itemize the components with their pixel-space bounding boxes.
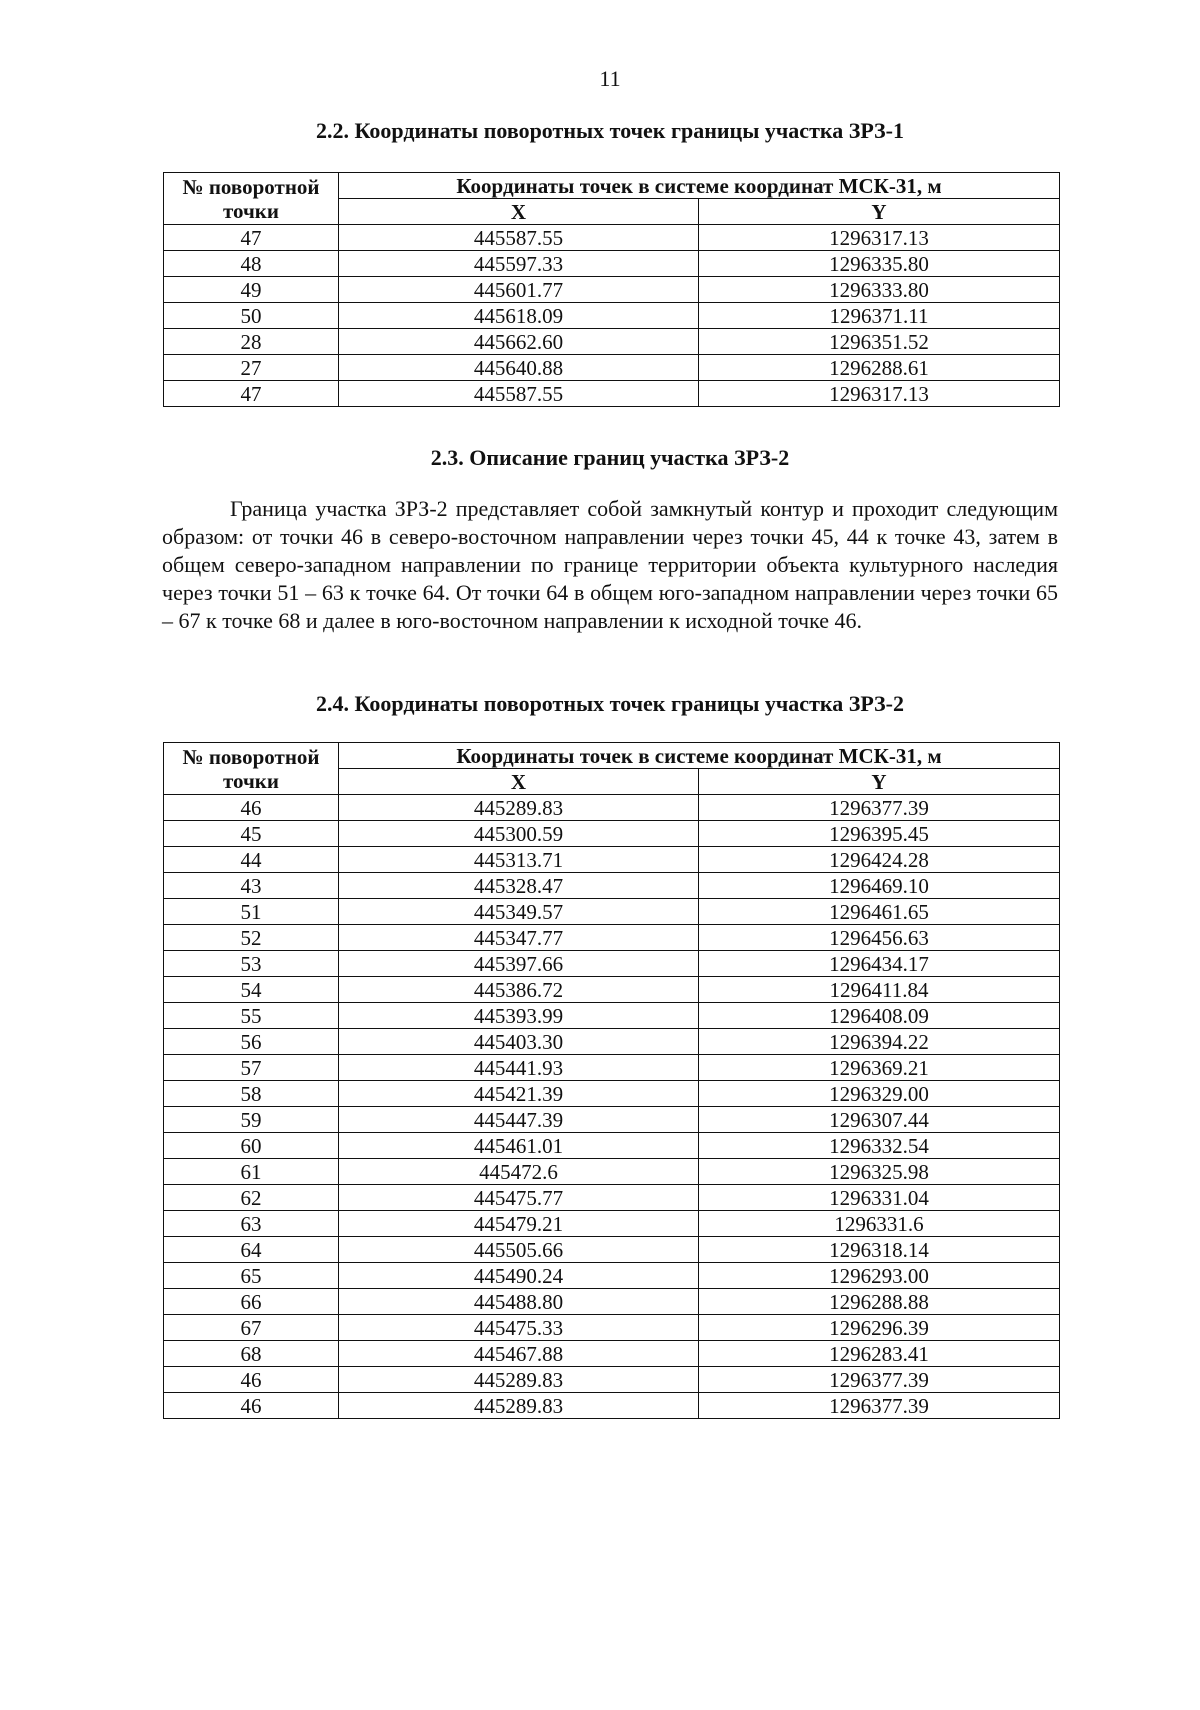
point-number: 53 (164, 951, 339, 977)
x-coordinate: 445587.55 (339, 225, 699, 251)
point-number: 43 (164, 873, 339, 899)
section-2-4-title: 2.4. Координаты поворотных точек границы участка ЗРЗ-2 (316, 691, 904, 716)
x-coordinate: 445587.55 (339, 381, 699, 407)
x-coordinate: 445488.80 (339, 1289, 699, 1315)
point-number: 48 (164, 251, 339, 277)
point-number: 47 (164, 225, 339, 251)
y-coordinate: 1296411.84 (699, 977, 1060, 1003)
y-coordinate: 1296377.39 (699, 1367, 1060, 1393)
x-coordinate: 445441.93 (339, 1055, 699, 1081)
x-coordinate: 445397.66 (339, 951, 699, 977)
point-number: 57 (164, 1055, 339, 1081)
y-coordinate: 1296461.65 (699, 899, 1060, 925)
x-coordinate: 445347.77 (339, 925, 699, 951)
point-number: 28 (164, 329, 339, 355)
y-coordinate: 1296377.39 (699, 1393, 1060, 1419)
x-coordinate: 445475.33 (339, 1315, 699, 1341)
x-coordinate: 445662.60 (339, 329, 699, 355)
x-coordinate: 445289.83 (339, 795, 699, 821)
x-coordinate: 445349.57 (339, 899, 699, 925)
point-number: 46 (164, 1393, 339, 1419)
boundary-description: Граница участка ЗРЗ-2 представляет собой замкнутый контур и проходит следующим образом: от точки 46 в северо-восточном направлении через точки 45, 44 к точке 43, затем в общем северо-западном направлении по границе территории объекта культурного наследия через точки 51 – 63 к точке 64. От точки 64 в общем юго-западном направлении через точки 65 – 67 к точке 68 и далее в юго-восточном направлении к исходной точке 46. (162, 496, 1058, 633)
x-coordinate: 445393.99 (339, 1003, 699, 1029)
table-row (164, 925, 1060, 951)
header-coords: Координаты точек в системе координат МСК-31, м (339, 173, 1060, 199)
point-number: 46 (164, 795, 339, 821)
table-row (164, 1003, 1060, 1029)
x-coordinate: 445601.77 (339, 277, 699, 303)
point-number: 46 (164, 1367, 339, 1393)
header-x: X (339, 199, 699, 225)
x-coordinate: 445505.66 (339, 1237, 699, 1263)
point-number: 63 (164, 1211, 339, 1237)
y-coordinate: 1296351.52 (699, 329, 1060, 355)
table-row (164, 1341, 1060, 1367)
y-coordinate: 1296395.45 (699, 821, 1060, 847)
y-coordinate: 1296408.09 (699, 1003, 1060, 1029)
point-number: 44 (164, 847, 339, 873)
table-row (164, 225, 1060, 251)
y-coordinate: 1296329.00 (699, 1081, 1060, 1107)
point-number: 58 (164, 1081, 339, 1107)
x-coordinate: 445640.88 (339, 355, 699, 381)
x-coordinate: 445289.83 (339, 1393, 699, 1419)
table-row (164, 1185, 1060, 1211)
point-number: 51 (164, 899, 339, 925)
header-point: № поворотной точки (164, 743, 339, 795)
x-coordinate: 445467.88 (339, 1341, 699, 1367)
table-row (164, 1237, 1060, 1263)
x-coordinate: 445472.6 (339, 1159, 699, 1185)
point-number: 68 (164, 1341, 339, 1367)
header-x: X (339, 769, 699, 795)
table-row (164, 1055, 1060, 1081)
x-coordinate: 445300.59 (339, 821, 699, 847)
table-row (164, 951, 1060, 977)
x-coordinate: 445475.77 (339, 1185, 699, 1211)
point-number: 49 (164, 277, 339, 303)
point-number: 56 (164, 1029, 339, 1055)
table-zrz1-coordinates (163, 172, 1060, 407)
table-row (164, 381, 1060, 407)
y-coordinate: 1296332.54 (699, 1133, 1060, 1159)
table-row (164, 873, 1060, 899)
y-coordinate: 1296293.00 (699, 1263, 1060, 1289)
table-row (164, 1367, 1060, 1393)
x-coordinate: 445490.24 (339, 1263, 699, 1289)
table-row (164, 899, 1060, 925)
y-coordinate: 1296377.39 (699, 795, 1060, 821)
y-coordinate: 1296369.21 (699, 1055, 1060, 1081)
y-coordinate: 1296394.22 (699, 1029, 1060, 1055)
y-coordinate: 1296288.88 (699, 1289, 1060, 1315)
header-coords: Координаты точек в системе координат МСК-31, м (339, 743, 1060, 769)
table-row (164, 1029, 1060, 1055)
section-2-2-title: 2.2. Координаты поворотных точек границы участка ЗРЗ-1 (316, 118, 904, 143)
x-coordinate: 445421.39 (339, 1081, 699, 1107)
point-number: 60 (164, 1133, 339, 1159)
point-number: 45 (164, 821, 339, 847)
y-coordinate: 1296335.80 (699, 251, 1060, 277)
y-coordinate: 1296333.80 (699, 277, 1060, 303)
x-coordinate: 445386.72 (339, 977, 699, 1003)
header-y: Y (699, 769, 1060, 795)
table-row (164, 1133, 1060, 1159)
table-row (164, 303, 1060, 329)
table-row (164, 251, 1060, 277)
y-coordinate: 1296317.13 (699, 225, 1060, 251)
table-row (164, 847, 1060, 873)
point-number: 55 (164, 1003, 339, 1029)
y-coordinate: 1296331.6 (699, 1211, 1060, 1237)
point-number: 27 (164, 355, 339, 381)
point-number: 59 (164, 1107, 339, 1133)
table-row (164, 1081, 1060, 1107)
x-coordinate: 445328.47 (339, 873, 699, 899)
y-coordinate: 1296325.98 (699, 1159, 1060, 1185)
point-number: 47 (164, 381, 339, 407)
point-number: 50 (164, 303, 339, 329)
x-coordinate: 445403.30 (339, 1029, 699, 1055)
table-zrz2-coordinates (163, 742, 1060, 1419)
y-coordinate: 1296317.13 (699, 381, 1060, 407)
point-number: 64 (164, 1237, 339, 1263)
point-number: 66 (164, 1289, 339, 1315)
table-row (164, 977, 1060, 1003)
table-row (164, 355, 1060, 381)
y-coordinate: 1296469.10 (699, 873, 1060, 899)
table-row (164, 821, 1060, 847)
table-row (164, 1393, 1060, 1419)
x-coordinate: 445597.33 (339, 251, 699, 277)
y-coordinate: 1296331.04 (699, 1185, 1060, 1211)
x-coordinate: 445289.83 (339, 1367, 699, 1393)
point-number: 62 (164, 1185, 339, 1211)
y-coordinate: 1296283.41 (699, 1341, 1060, 1367)
table-row (164, 277, 1060, 303)
header-point: № поворотной точки (164, 173, 339, 225)
page-number: 11 (599, 66, 621, 91)
x-coordinate: 445618.09 (339, 303, 699, 329)
point-number: 65 (164, 1263, 339, 1289)
x-coordinate: 445479.21 (339, 1211, 699, 1237)
table-row (164, 1211, 1060, 1237)
y-coordinate: 1296318.14 (699, 1237, 1060, 1263)
table-row (164, 795, 1060, 821)
x-coordinate: 445447.39 (339, 1107, 699, 1133)
x-coordinate: 445461.01 (339, 1133, 699, 1159)
section-2-3-title: 2.3. Описание границ участка ЗРЗ-2 (430, 445, 790, 470)
y-coordinate: 1296307.44 (699, 1107, 1060, 1133)
y-coordinate: 1296288.61 (699, 355, 1060, 381)
y-coordinate: 1296371.11 (699, 303, 1060, 329)
x-coordinate: 445313.71 (339, 847, 699, 873)
y-coordinate: 1296296.39 (699, 1315, 1060, 1341)
table-row (164, 1289, 1060, 1315)
table-row (164, 1315, 1060, 1341)
table-row (164, 1159, 1060, 1185)
table-row (164, 1107, 1060, 1133)
y-coordinate: 1296434.17 (699, 951, 1060, 977)
header-y: Y (699, 199, 1060, 225)
y-coordinate: 1296456.63 (699, 925, 1060, 951)
point-number: 61 (164, 1159, 339, 1185)
point-number: 52 (164, 925, 339, 951)
table-row (164, 329, 1060, 355)
y-coordinate: 1296424.28 (699, 847, 1060, 873)
point-number: 54 (164, 977, 339, 1003)
point-number: 67 (164, 1315, 339, 1341)
table-row (164, 1263, 1060, 1289)
